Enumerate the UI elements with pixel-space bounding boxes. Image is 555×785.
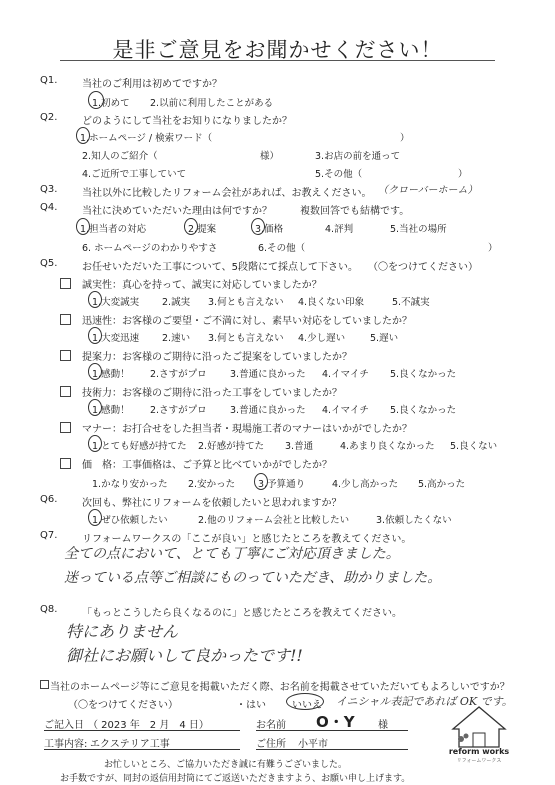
q5-note: （〇をつけてください） xyxy=(368,262,478,273)
q4-option-location[interactable]: 5.当社の場所 xyxy=(390,224,447,235)
work-value[interactable]: エクステリア工事 xyxy=(90,739,170,750)
q5-proposal-opt2[interactable]: 2.さすがプロ xyxy=(150,369,207,380)
consent-note: （〇をつけてください） xyxy=(68,700,178,711)
q5-price-opt1[interactable]: 1.かなり安かった xyxy=(92,479,168,490)
q5-honesty-label: 誠実性：真心を持って、誠実に対応していましたか？ xyxy=(82,280,322,291)
q4-option-website[interactable]: 6. ホームページのわかりやすさ xyxy=(82,243,218,254)
q4-option-proposal[interactable]: 2.提案 xyxy=(188,224,217,235)
logo-wordmark: reform works xyxy=(448,747,510,756)
q5-proposal-opt5[interactable]: 5.良くなかった xyxy=(390,369,457,380)
q2-option-nearby-work[interactable]: 4.ご近所で工事していて xyxy=(82,169,187,180)
q2-number: Q2. xyxy=(40,112,58,123)
date-label: ご記入日 xyxy=(44,720,84,731)
q2-other-close: ） xyxy=(458,169,468,180)
q5-manners-opt4[interactable]: 4.あまり良くなかった xyxy=(340,441,435,452)
q5-manners-checkbox[interactable] xyxy=(60,422,71,433)
reform-works-logo xyxy=(447,703,511,765)
q2-option-other[interactable]: 5.その他（ xyxy=(315,169,363,180)
q5-skill-opt3[interactable]: 3.普通に良かった xyxy=(230,405,306,416)
q5-speed-mark xyxy=(88,327,102,344)
q8-question: 「もっとこうしたら良くなるのに」と感じたところを教えてください。 xyxy=(82,608,402,619)
q5-speed-opt2[interactable]: 2.速い xyxy=(162,333,191,344)
q5-honesty-opt5[interactable]: 5.不誠実 xyxy=(392,297,430,308)
q5-question: お任せいただいた工事について、5段階にて採点して下さい。 xyxy=(82,262,358,273)
q4-option-reputation[interactable]: 4.評判 xyxy=(325,224,354,235)
q5-proposal-opt1[interactable]: 1.感動！ xyxy=(92,369,130,380)
footer-thanks: お忙しいところ、ご協力いただき誠に有難うございました。 xyxy=(104,760,348,770)
name-underline xyxy=(256,730,408,731)
q6-question: 次回も、弊社にリフォームを依頼したいと思われますか？ xyxy=(82,498,342,509)
q2-option-homepage[interactable]: 1.ホームページ / 検索ワード（ xyxy=(80,133,213,144)
q6-option-yes[interactable]: 1.ぜひ依頼したい xyxy=(92,515,168,526)
consent-selected-mark xyxy=(286,693,324,710)
name-value[interactable]: O・Y xyxy=(316,713,355,731)
logo-subtext: リフォームワークス xyxy=(456,758,502,764)
q1-question: 当社のご利用は初めてですか？ xyxy=(82,79,222,90)
q6-number: Q6. xyxy=(40,494,58,505)
q2-homepage-close: ） xyxy=(400,133,410,144)
q5-honesty-opt2[interactable]: 2.誠実 xyxy=(162,297,191,308)
q6-option-compare[interactable]: 2.他のリフォーム会社と比較したい xyxy=(198,515,350,526)
q4-other-close: ） xyxy=(488,243,498,254)
q1-selected-mark xyxy=(88,91,104,109)
q2-question: どのようにして当社をお知りになりましたか？ xyxy=(82,116,292,127)
q4-mark-price xyxy=(251,218,265,235)
q5-speed-opt1[interactable]: 1.大変迅速 xyxy=(92,333,140,344)
q7-answer-line-2: 迷っている点等ご相談にものっていただき、助かりました。 xyxy=(64,570,442,586)
date-underline xyxy=(44,730,240,731)
q3-question: 当社以外に比較したリフォーム会社があれば、お教えください。 xyxy=(82,188,372,199)
q2-selected-mark xyxy=(76,127,90,144)
q4-mark-proposal xyxy=(184,218,198,235)
q5-manners-label: マナー：お打合せをした担当者・現場施工者のマナーはいかがでしたか？ xyxy=(82,424,412,435)
date-value[interactable]: （ 2023 年 2 月 4 日） xyxy=(88,720,209,731)
q5-skill-opt5[interactable]: 5.良くなかった xyxy=(390,405,457,416)
q5-skill-mark xyxy=(88,399,102,416)
q5-speed-opt3[interactable]: 3.何とも言えない xyxy=(208,333,284,344)
q7-number: Q7. xyxy=(40,530,58,541)
work-underline xyxy=(44,749,240,750)
q5-skill-opt4[interactable]: 4.イマイチ xyxy=(322,405,369,416)
q5-speed-label: 迅速性：お客様のご要望・ご不満に対し、素早い対応をしていましたか？ xyxy=(82,316,412,327)
q8-answer-line-2: 御社にお願いして良かったです!! xyxy=(66,646,303,665)
q1-option-first[interactable]: 1.初めて xyxy=(92,98,130,109)
q4-option-price[interactable]: 3.価格 xyxy=(255,224,284,235)
q5-honesty-mark xyxy=(88,291,102,308)
q7-answer-line-1: 全ての点において、とても丁寧にご対応頂きました。 xyxy=(64,546,400,562)
q4-mark-staff xyxy=(76,218,90,235)
address-underline xyxy=(256,749,408,750)
q5-price-opt3[interactable]: 3.予算通り xyxy=(258,479,306,490)
page-title: 是非ご意見をお聞かせください！ xyxy=(112,38,443,62)
q5-price-opt5[interactable]: 5.高かった xyxy=(418,479,466,490)
q5-skill-label: 技術力：お客様のご期待に沿った工事をしていましたか？ xyxy=(82,388,342,399)
q5-honesty-checkbox[interactable] xyxy=(60,278,71,289)
q5-proposal-mark xyxy=(88,363,102,380)
q5-skill-opt2[interactable]: 2.さすがプロ xyxy=(150,405,207,416)
q5-honesty-opt3[interactable]: 3.何とも言えない xyxy=(208,297,284,308)
q5-manners-opt5[interactable]: 5.良くない xyxy=(450,441,498,452)
q2-referral-suffix: 様） xyxy=(260,151,280,162)
q8-number: Q8. xyxy=(40,604,58,615)
q5-honesty-opt1[interactable]: 1.大変誠実 xyxy=(92,297,140,308)
consent-yes-option[interactable]: ・はい xyxy=(236,700,266,711)
address-label: ご住所 xyxy=(256,739,286,750)
q5-price-mark xyxy=(254,473,268,490)
q5-speed-opt5[interactable]: 5.遅い xyxy=(370,333,399,344)
q8-answer-line-1: 特にありません xyxy=(66,622,179,641)
q5-skill-opt1[interactable]: 1.感動！ xyxy=(92,405,130,416)
q5-honesty-opt4[interactable]: 4.良くない印象 xyxy=(298,297,365,308)
q5-speed-checkbox[interactable] xyxy=(60,314,71,325)
q2-option-referral[interactable]: 2.知人のご紹介（ xyxy=(82,151,158,162)
q5-proposal-label: 提案力：お客様のご期待に沿ったご提案をしていましたか？ xyxy=(82,352,352,363)
consent-checkbox[interactable] xyxy=(40,680,49,689)
name-label: お名前 xyxy=(256,720,286,731)
q1-option-repeat[interactable]: 2.以前に利用したことがある xyxy=(150,98,274,109)
name-suffix: 様 xyxy=(378,720,388,731)
q4-number: Q4. xyxy=(40,202,58,213)
work-label: 工事内容: xyxy=(44,739,88,750)
q7-question: リフォームワークスの「ここが良い」と感じたところを教えてください。 xyxy=(82,534,412,545)
q5-skill-checkbox[interactable] xyxy=(60,386,71,397)
q4-note: 複数回答でも結構です。 xyxy=(300,206,410,217)
q5-price-label: 価 格：工事価格は、ご予算と比べていかがでしたか？ xyxy=(82,460,332,471)
q5-proposal-checkbox[interactable] xyxy=(60,350,71,361)
consent-question: 当社のホームページ等にご意見を掲載いただく際、お名前を掲載させていただいてもよろしいですか？ xyxy=(50,682,510,693)
q5-manners-opt1[interactable]: 1.とても好感が持てた xyxy=(92,441,187,452)
consent-handwritten-note: イニシャル表記であれば OK です。 xyxy=(336,695,513,708)
q5-manners-opt3[interactable]: 3.普通 xyxy=(285,441,314,452)
consent-no-option[interactable]: いいえ xyxy=(292,700,322,711)
title-underline xyxy=(60,60,495,61)
q3-number: Q3. xyxy=(40,184,58,195)
q4-option-other[interactable]: 6.その他（ xyxy=(258,243,306,254)
q5-price-opt2[interactable]: 2.安かった xyxy=(188,479,236,490)
footer-return-request: お手数ですが、同封の返信用封筒にてご返送いただきますよう、お願い申し上げます。 xyxy=(60,774,411,784)
q5-speed-opt4[interactable]: 4.少し遅い xyxy=(298,333,346,344)
q6-option-no[interactable]: 3.依頼したくない xyxy=(376,515,452,526)
q1-number: Q1. xyxy=(40,75,58,86)
q5-proposal-opt4[interactable]: 4.イマイチ xyxy=(322,369,369,380)
q5-number: Q5. xyxy=(40,258,58,269)
q6-selected-mark xyxy=(88,509,102,526)
address-value[interactable]: 小平市 xyxy=(298,739,328,750)
q2-option-storefront[interactable]: 3.お店の前を通って xyxy=(315,151,401,162)
q5-price-checkbox[interactable] xyxy=(60,458,71,469)
q4-question: 当社に決めていただいた理由は何ですか？ xyxy=(82,206,272,217)
q5-manners-mark xyxy=(88,435,102,452)
q3-handwritten-answer: （クローバーホーム） xyxy=(378,185,478,196)
q5-proposal-opt3[interactable]: 3.普通に良かった xyxy=(230,369,306,380)
q5-price-opt4[interactable]: 4.少し高かった xyxy=(332,479,399,490)
q5-manners-opt2[interactable]: 2.好感が持てた xyxy=(198,441,265,452)
q4-option-staff[interactable]: 1.担当者の対応 xyxy=(80,224,147,235)
